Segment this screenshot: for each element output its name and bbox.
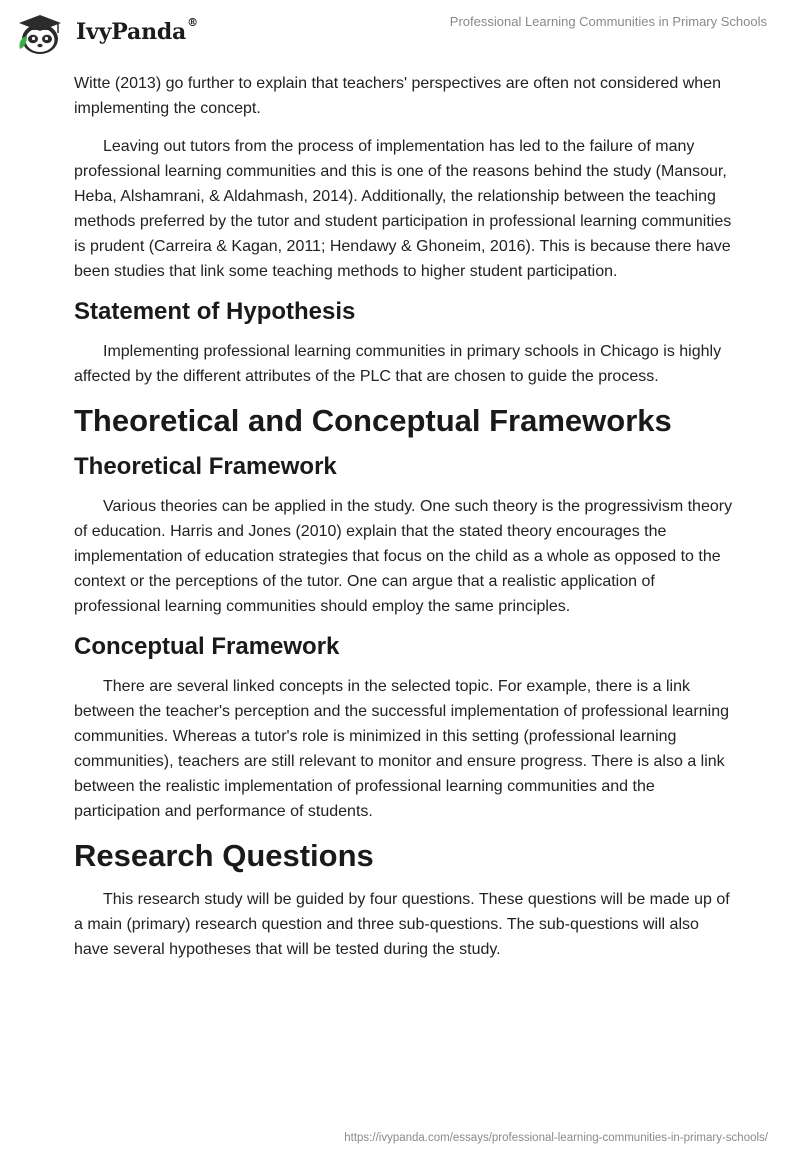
paragraph-research-questions: This research study will be guided by four questions. These questions will be made up of a main (primary) research question and three sub-questions. The sub-questions will also have several hypotheses that will be tested during the study. bbox=[74, 891, 730, 958]
brand-name[interactable]: IvyPanda® bbox=[76, 16, 198, 45]
heading-statement-of-hypothesis: Statement of Hypothesis bbox=[74, 298, 356, 325]
paragraph-theoretical: Various theories can be applied in the study. One such theory is the progressivism theory of education. Harris and Jones (2010) explain that the stated theory encourages the implementation of education strategies that focus on the child as a whole as opposed to the context or the perceptions of the tutor. One can argue that a realistic application of professional learning communities should employ the same principles. bbox=[74, 498, 733, 615]
document-title: Professional Learning Communities in Primary Schools bbox=[449, 14, 767, 29]
ivypanda-logo-icon[interactable] bbox=[14, 9, 66, 57]
heading-conceptual-framework: Conceptual Framework bbox=[74, 633, 340, 660]
paragraph-hypothesis: Implementing professional learning communities in primary schools in Chicago is highly affected by the different attributes of the PLC that are chosen to guide the process. bbox=[74, 343, 722, 385]
site-header bbox=[0, 0, 800, 64]
heading-research-questions: Research Questions bbox=[74, 838, 374, 873]
registered-mark: ® bbox=[187, 16, 198, 29]
heading-theoretical-framework: Theoretical Framework bbox=[74, 453, 337, 480]
paragraph-intro: Witte (2013) go further to explain that teachers' perspectives are often not considered when implementing the concept. bbox=[74, 75, 721, 117]
paragraph-tutors: Leaving out tutors from the process of implementation has led to the failure of many professional learning communities and this is one of the reasons behind the study (Mansour, Heba, Alshamrani, & Aldahmash, 2014). Additionally, the relationship between the teaching methods preferred by the tutor and student participation in professional learning communities is prudent (Carreira & Kagan, 2011; Hendawy & Ghoneim, 2016). This is because there have been studies that link some teaching methods to higher student participation. bbox=[74, 138, 732, 280]
paragraph-conceptual: There are several linked concepts in the selected topic. For example, there is a link between the teacher's perception and the successful implementation of professional learning communities. Whereas a tutor's role is minimized in this setting (professional learning communities), teachers are still relevant to monitor and ensure progress. There is also a link between the realistic implementation of professional learning communities and the participation and performance of students. bbox=[74, 678, 730, 820]
source-url[interactable]: https://ivypanda.com/essays/professional-learning-communities-in-primary-schools/ bbox=[344, 1132, 768, 1144]
heading-frameworks: Theoretical and Conceptual Frameworks bbox=[74, 403, 672, 438]
essay-body bbox=[74, 71, 734, 975]
